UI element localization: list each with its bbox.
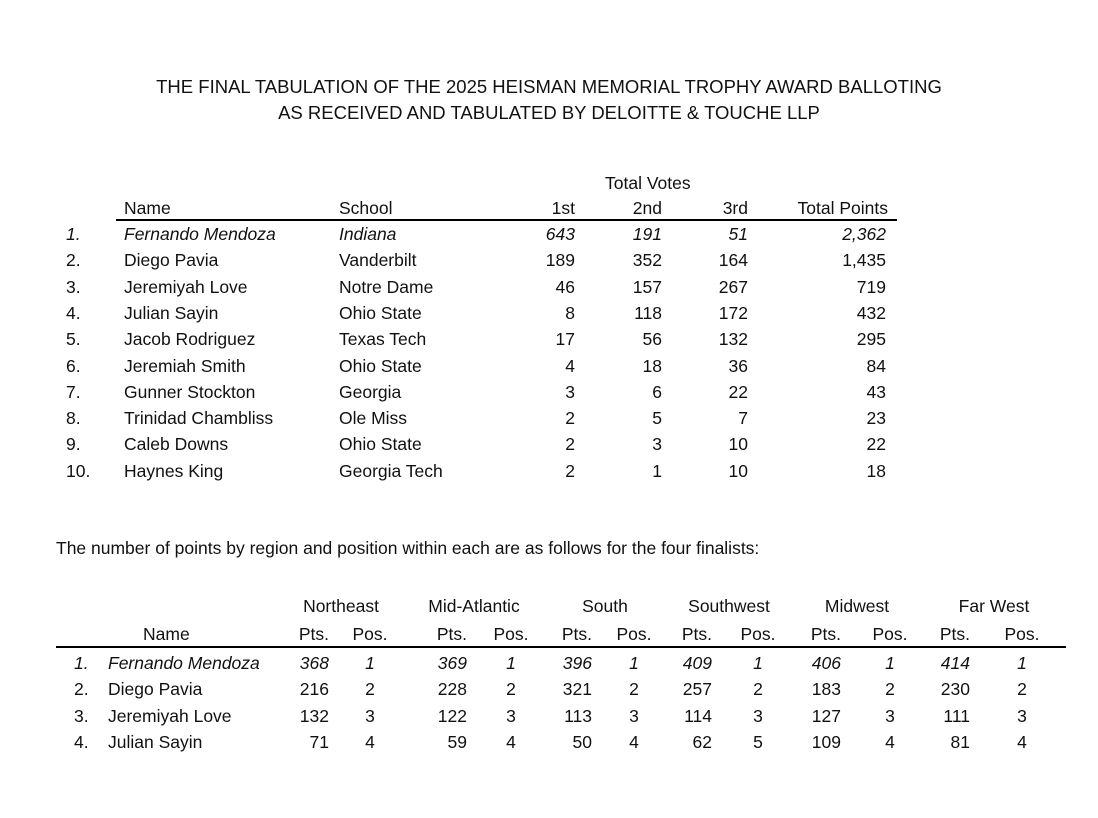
votes-table-row bbox=[0, 407, 1098, 433]
cell-pos: 5 bbox=[753, 731, 763, 752]
cell-second: 3 bbox=[652, 434, 662, 455]
cell-pts: 111 bbox=[943, 705, 970, 726]
cell-second: 18 bbox=[642, 355, 662, 376]
cell-rank: 1. bbox=[66, 224, 81, 244]
votes-table-row bbox=[0, 460, 1098, 486]
region-subheader-pos: Pos. bbox=[493, 624, 529, 644]
cell-third: 36 bbox=[728, 355, 748, 376]
cell-first: 2 bbox=[565, 408, 575, 429]
votes-table-row bbox=[0, 328, 1098, 354]
cell-rank: 6. bbox=[66, 355, 81, 376]
cell-pts: 321 bbox=[562, 679, 592, 700]
cell-third: 164 bbox=[718, 250, 748, 271]
region-subheader-pos: Pos. bbox=[352, 624, 388, 644]
cell-pts: 257 bbox=[682, 679, 712, 700]
cell-name: Julian Sayin bbox=[124, 302, 219, 323]
cell-points: 1,435 bbox=[842, 250, 886, 271]
cell-first: 2 bbox=[565, 460, 575, 481]
cell-rank: 7. bbox=[66, 381, 81, 402]
region-subheader-pos: Pos. bbox=[616, 624, 652, 644]
region-header: Mid-Atlantic bbox=[428, 596, 520, 616]
cell-second: 6 bbox=[652, 381, 662, 402]
cell-pts: 409 bbox=[682, 653, 712, 673]
cell-pts: 396 bbox=[562, 653, 592, 673]
cell-name: Caleb Downs bbox=[124, 434, 229, 455]
cell-name: Gunner Stockton bbox=[124, 381, 256, 402]
document-title bbox=[0, 74, 1098, 126]
cell-school: Georgia Tech bbox=[339, 460, 443, 481]
cell-second: 5 bbox=[652, 408, 662, 429]
votes-table-row bbox=[0, 302, 1098, 328]
region-subheader-pts: Pts. bbox=[681, 624, 712, 644]
cell-pos: 1 bbox=[885, 653, 895, 673]
cell-pos: 1 bbox=[753, 653, 763, 673]
cell-points: 432 bbox=[856, 302, 886, 323]
cell-third: 10 bbox=[728, 434, 748, 455]
cell-third: 7 bbox=[738, 408, 748, 429]
cell-second: 157 bbox=[632, 276, 662, 297]
cell-name: Jeremiyah Love bbox=[124, 276, 248, 297]
cell-pos: 1 bbox=[629, 653, 639, 673]
cell-third: 10 bbox=[728, 460, 748, 481]
cell-second: 118 bbox=[634, 302, 662, 323]
cell-name: Julian Sayin bbox=[108, 731, 203, 752]
cell-points: 43 bbox=[866, 381, 886, 402]
cell-pos: 4 bbox=[629, 731, 639, 752]
cell-name: Jacob Rodriguez bbox=[124, 329, 256, 350]
cell-third: 132 bbox=[718, 329, 748, 350]
cell-pts: 406 bbox=[811, 653, 841, 673]
region-header: Far West bbox=[958, 596, 1030, 616]
votes-table-row bbox=[0, 249, 1098, 275]
cell-name: Diego Pavia bbox=[124, 250, 219, 271]
cell-rank: 9. bbox=[66, 434, 81, 455]
cell-rank: 3. bbox=[66, 276, 81, 297]
region-subheader-pts: Pts. bbox=[436, 624, 467, 644]
region-subheader-pos: Pos. bbox=[740, 624, 776, 644]
cell-pos: 1 bbox=[506, 653, 516, 673]
col-header-school: School bbox=[339, 198, 393, 218]
cell-pos: 3 bbox=[753, 705, 763, 726]
cell-points: 719 bbox=[856, 276, 886, 297]
cell-first: 643 bbox=[545, 224, 575, 244]
cell-pos: 4 bbox=[885, 731, 895, 752]
cell-first: 189 bbox=[545, 250, 575, 271]
region-subheader-pts: Pts. bbox=[939, 624, 970, 644]
title-line-1: THE FINAL TABULATION OF THE 2025 HEISMAN MEMORIAL TROPHY AWARD BALLOTING bbox=[156, 76, 942, 97]
cell-pts: 59 bbox=[447, 731, 467, 752]
cell-pts: 81 bbox=[950, 731, 970, 752]
cell-name: Fernando Mendoza bbox=[124, 224, 276, 244]
region-header-rule bbox=[56, 646, 1066, 648]
cell-first: 2 bbox=[565, 434, 575, 455]
cell-pos: 4 bbox=[506, 731, 516, 752]
cell-school: Vanderbilt bbox=[339, 250, 417, 271]
cell-points: 23 bbox=[866, 408, 886, 429]
cell-pts: 71 bbox=[309, 731, 329, 752]
region-header: Northeast bbox=[303, 596, 379, 616]
cell-school: Ohio State bbox=[339, 434, 422, 455]
votes-header-rule bbox=[116, 219, 897, 221]
col-header-second: 2nd bbox=[632, 198, 662, 218]
region-table-row bbox=[0, 652, 1098, 678]
cell-pts: 114 bbox=[684, 705, 712, 726]
region-header: Southwest bbox=[688, 596, 770, 616]
cell-pts: 113 bbox=[564, 705, 592, 726]
cell-pos: 4 bbox=[1017, 731, 1027, 752]
cell-pos: 3 bbox=[629, 705, 639, 726]
cell-third: 22 bbox=[728, 381, 748, 402]
votes-table-row bbox=[0, 381, 1098, 407]
cell-school: Indiana bbox=[339, 224, 397, 244]
votes-table-row bbox=[0, 355, 1098, 381]
cell-pos: 2 bbox=[365, 679, 375, 700]
cell-pts: 127 bbox=[811, 705, 841, 726]
region-header: South bbox=[582, 596, 628, 616]
cell-rank: 3. bbox=[74, 705, 89, 726]
col-header-third: 3rd bbox=[722, 198, 748, 218]
cell-third: 172 bbox=[718, 302, 748, 323]
cell-second: 1 bbox=[652, 460, 662, 481]
cell-pts: 183 bbox=[811, 679, 841, 700]
cell-pos: 2 bbox=[629, 679, 639, 700]
region-subheader-pts: Pts. bbox=[561, 624, 592, 644]
votes-table-row bbox=[0, 433, 1098, 459]
cell-points: 18 bbox=[866, 460, 886, 481]
cell-third: 267 bbox=[718, 276, 748, 297]
cell-pts: 62 bbox=[692, 731, 712, 752]
cell-school: Ole Miss bbox=[339, 408, 408, 429]
cell-points: 2,362 bbox=[842, 224, 886, 244]
cell-pts: 414 bbox=[940, 653, 970, 673]
cell-school: Ohio State bbox=[339, 302, 422, 323]
region-table-row bbox=[0, 731, 1098, 757]
cell-pos: 3 bbox=[1017, 705, 1027, 726]
total-votes-header: Total Votes bbox=[605, 173, 691, 193]
cell-name: Jeremiyah Love bbox=[108, 705, 232, 726]
cell-second: 191 bbox=[632, 224, 662, 244]
cell-name: Fernando Mendoza bbox=[108, 653, 260, 673]
cell-pts: 122 bbox=[437, 705, 467, 726]
cell-pos: 2 bbox=[506, 679, 516, 700]
cell-pos: 1 bbox=[365, 653, 375, 673]
cell-first: 46 bbox=[555, 276, 575, 297]
region-table-row bbox=[0, 705, 1098, 731]
cell-rank: 10. bbox=[66, 460, 91, 481]
cell-pos: 3 bbox=[365, 705, 375, 726]
cell-name: Trinidad Chambliss bbox=[124, 408, 274, 429]
cell-pts: 132 bbox=[299, 705, 329, 726]
cell-pts: 230 bbox=[940, 679, 970, 700]
col-header-name: Name bbox=[124, 198, 171, 218]
cell-rank: 1. bbox=[74, 653, 89, 673]
cell-pos: 2 bbox=[753, 679, 763, 700]
cell-pos: 1 bbox=[1017, 653, 1027, 673]
cell-second: 56 bbox=[642, 329, 662, 350]
cell-rank: 4. bbox=[66, 302, 81, 323]
cell-first: 17 bbox=[555, 329, 575, 350]
region-subheader-pos: Pos. bbox=[872, 624, 908, 644]
cell-first: 3 bbox=[565, 381, 575, 402]
cell-pts: 368 bbox=[299, 653, 329, 673]
region-subheader-pos: Pos. bbox=[1004, 624, 1040, 644]
cell-rank: 8. bbox=[66, 408, 81, 429]
votes-table-row bbox=[0, 276, 1098, 302]
cell-pos: 3 bbox=[506, 705, 516, 726]
col-header-points: Total Points bbox=[797, 198, 888, 218]
region-subheader-pts: Pts. bbox=[810, 624, 841, 644]
cell-pts: 109 bbox=[811, 731, 841, 752]
cell-pts: 228 bbox=[437, 679, 467, 700]
cell-rank: 2. bbox=[74, 679, 89, 700]
region-intro: The number of points by region and position within each are as follows for the four finalists: bbox=[56, 538, 760, 558]
cell-second: 352 bbox=[632, 250, 662, 271]
cell-name: Haynes King bbox=[124, 460, 224, 481]
cell-name: Diego Pavia bbox=[108, 679, 203, 700]
title-line-2: AS RECEIVED AND TABULATED BY DELOITTE & TOUCHE LLP bbox=[278, 102, 820, 123]
region-table-row bbox=[0, 678, 1098, 704]
cell-school: Ohio State bbox=[339, 355, 422, 376]
cell-pts: 369 bbox=[437, 653, 467, 673]
cell-pts: 50 bbox=[572, 731, 592, 752]
cell-first: 8 bbox=[565, 302, 575, 323]
cell-school: Notre Dame bbox=[339, 276, 434, 297]
cell-points: 84 bbox=[866, 355, 886, 376]
cell-pos: 2 bbox=[885, 679, 895, 700]
region-subheader-pts: Pts. bbox=[298, 624, 329, 644]
cell-rank: 4. bbox=[74, 731, 89, 752]
cell-third: 51 bbox=[728, 224, 748, 244]
cell-points: 295 bbox=[856, 329, 886, 350]
cell-pos: 3 bbox=[885, 705, 895, 726]
cell-points: 22 bbox=[866, 434, 886, 455]
votes-table-row bbox=[0, 223, 1098, 249]
region-header: Midwest bbox=[824, 596, 890, 616]
cell-school: Texas Tech bbox=[339, 329, 427, 350]
cell-first: 4 bbox=[565, 355, 575, 376]
region-col-header-name: Name bbox=[143, 624, 190, 644]
col-header-first: 1st bbox=[551, 198, 575, 218]
cell-rank: 5. bbox=[66, 329, 81, 350]
cell-name: Jeremiah Smith bbox=[124, 355, 246, 376]
cell-pts: 216 bbox=[299, 679, 329, 700]
cell-pos: 2 bbox=[1017, 679, 1027, 700]
cell-school: Georgia bbox=[339, 381, 402, 402]
cell-rank: 2. bbox=[66, 250, 81, 271]
cell-pos: 4 bbox=[365, 731, 375, 752]
